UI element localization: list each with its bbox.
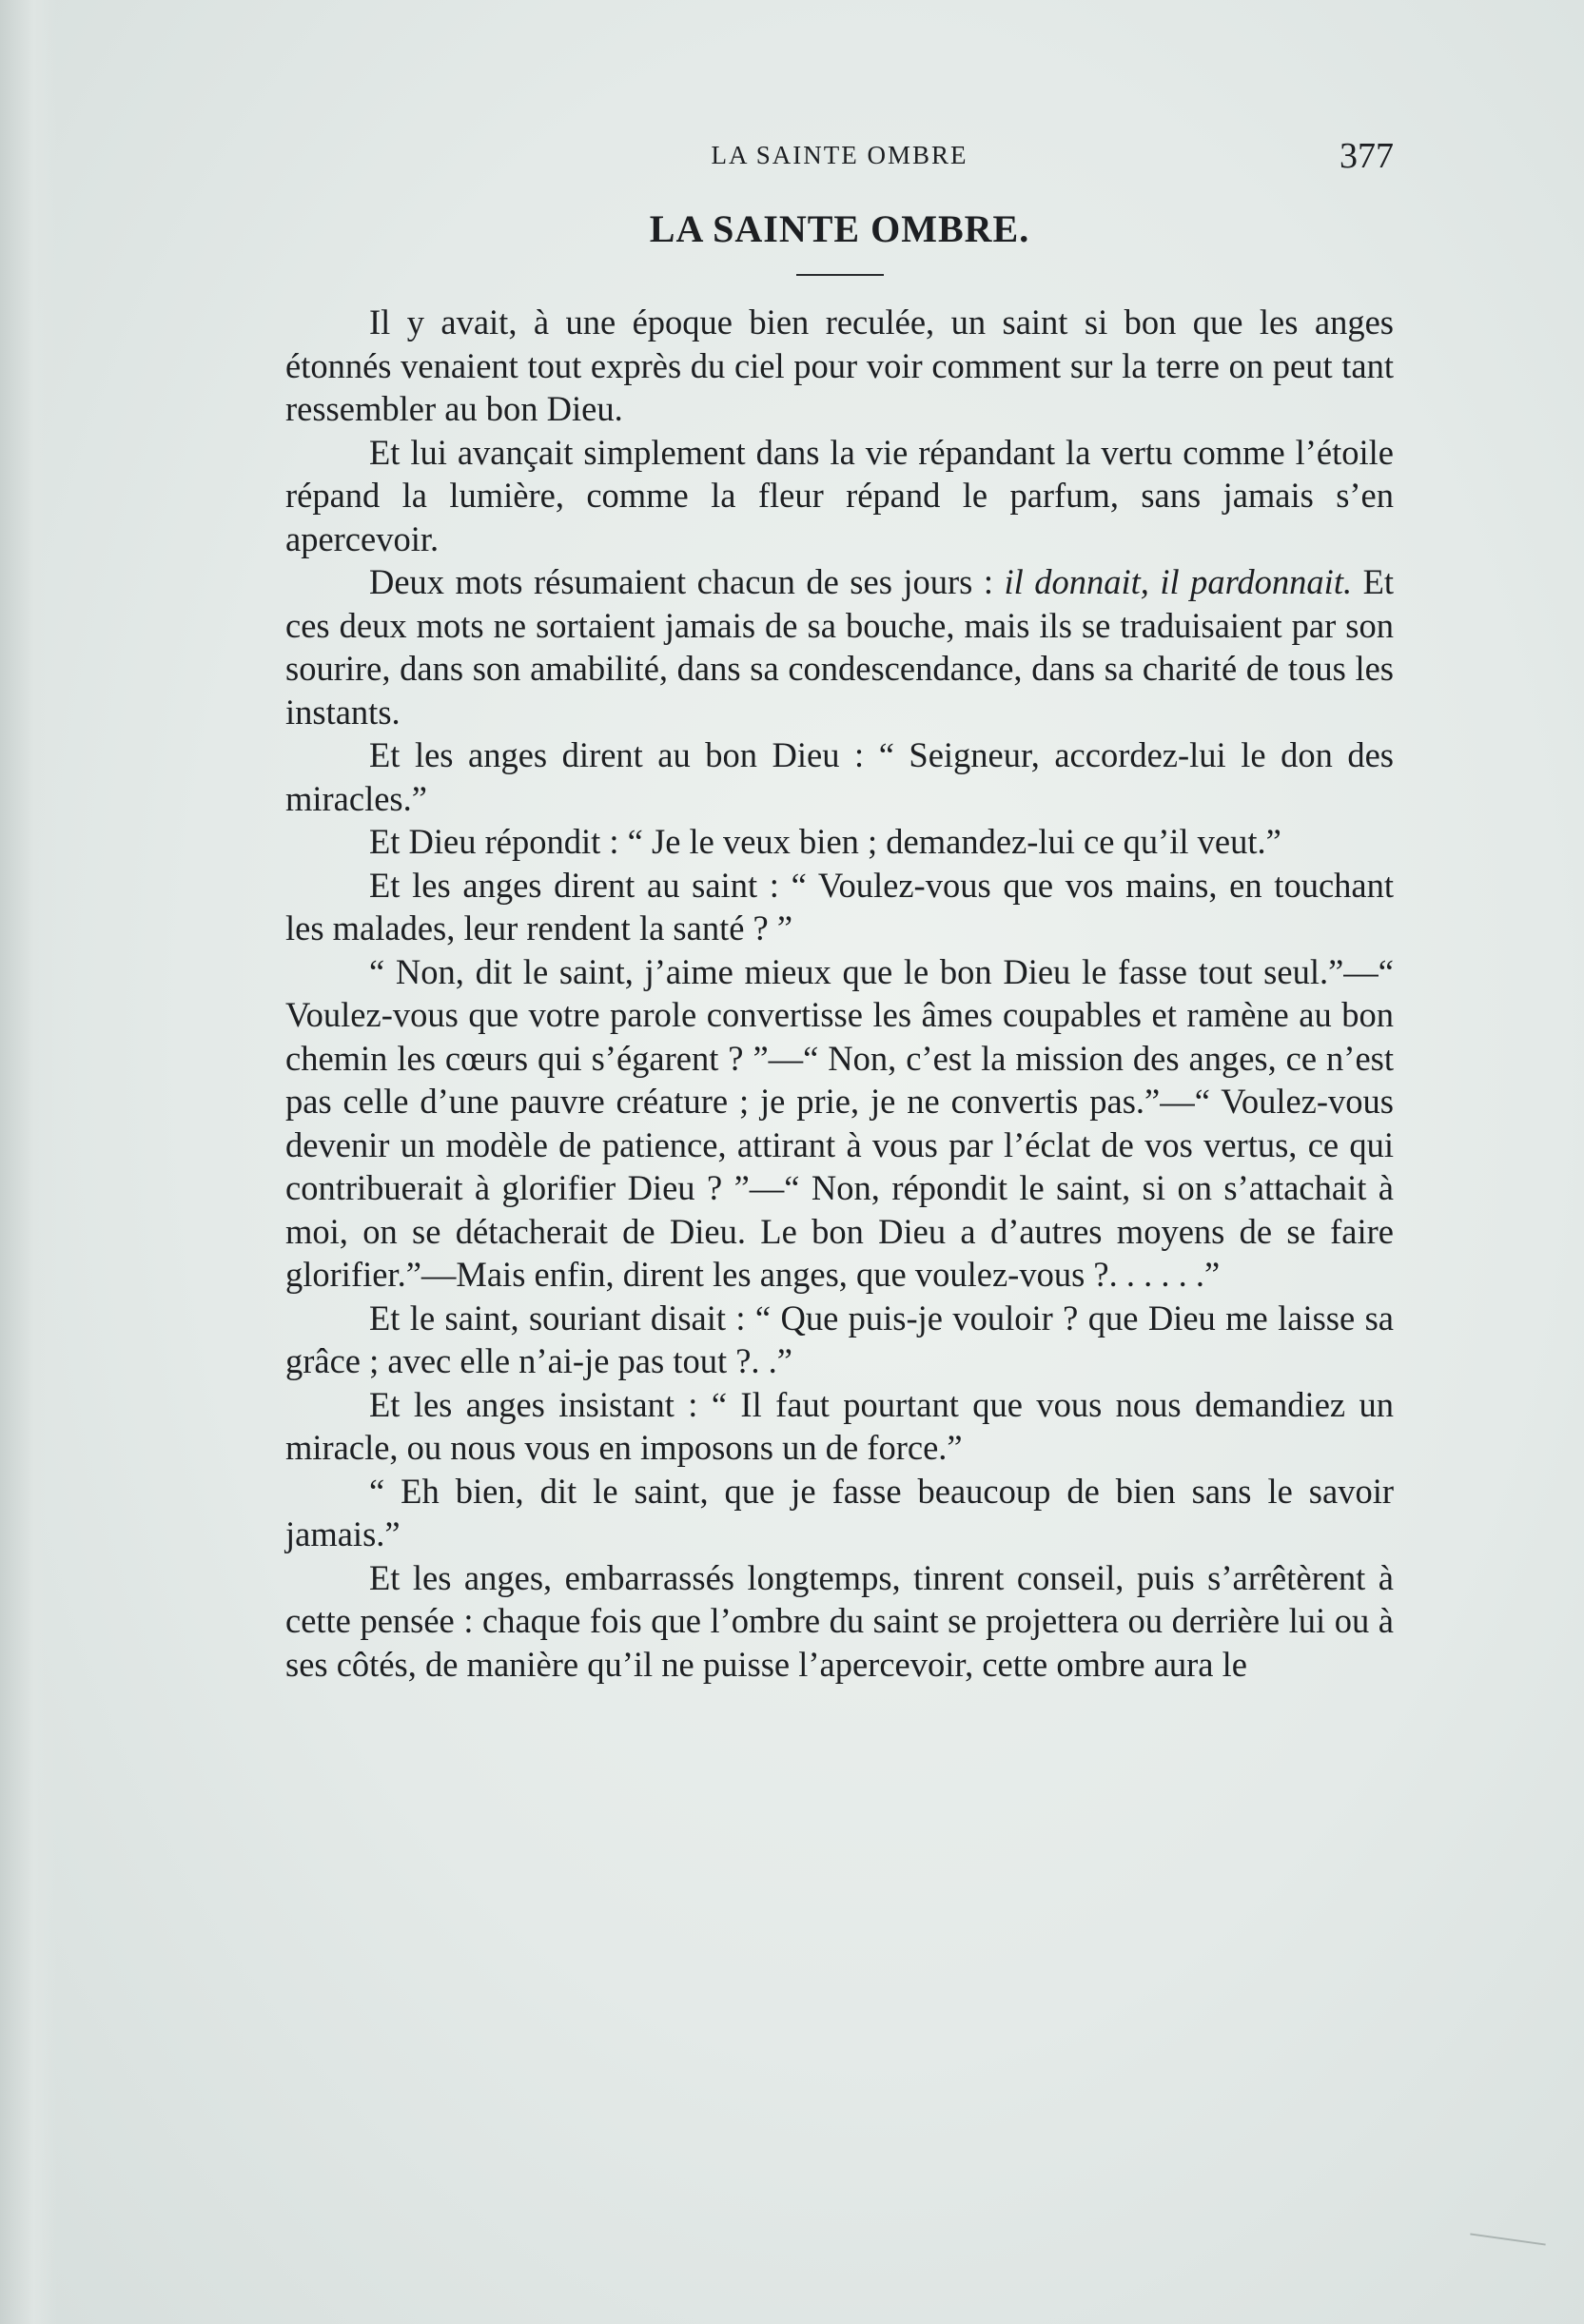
paragraph-text: Deux mots résumaient chacun de ses jours : xyxy=(369,562,1005,601)
running-header xyxy=(285,136,1394,188)
paragraph-text: Et les anges, embarrassés longtemps, tinrent conseil, puis s’arrêtèrent à cette pensée : chaque fois que l’ombre du saint se projettera ou derrière lui ou à ses côtés, de manière qu’il ne puisse l’apercevoir, cette ombre aura le xyxy=(285,1557,1394,1684)
paragraph-10 xyxy=(285,1470,1394,1556)
article-body xyxy=(285,205,1394,1686)
paragraph-text: Et le saint, souriant disait : “ Que puis-je vouloir ? que Dieu me laisse sa grâce ; avec elle n’ai-je pas tout ?. .” xyxy=(285,1298,1394,1380)
paragraph-text: Et les anges dirent au bon Dieu : “ Seigneur, accordez-lui le don des miracles.” xyxy=(285,735,1394,818)
paragraph-text: “ Non, dit le saint, j’aime mieux que le bon Dieu le fasse tout seul.”—“ Voulez-vous que votre parole convertisse les âmes coupables et ramène au bon chemin les cœurs qui s’égarent ? ”—“ Non, c’est la mission des anges, ce n’est pas celle d’une pauvre créature ; je prie, je ne convertis pas.”—“ Voulez-vous devenir un modèle de patience, attirant à vous par l’éclat de vos vertus, ce qui contribuerait à glorifier Dieu ? ”—“ Non, répondit le saint, si on s’attachait à moi, on se détacherait de Dieu. Le bon Dieu a d’autres moyens de se faire glorifier.”—Mais enfin, dirent les anges, que voulez-vous ?. . . . . .” xyxy=(285,951,1394,1294)
page-gutter-shadow xyxy=(0,0,57,2324)
paragraph-3 xyxy=(285,560,1394,733)
title-divider xyxy=(796,274,884,276)
paragraph-2 xyxy=(285,431,1394,561)
paragraph-8 xyxy=(285,1297,1394,1383)
paragraph-4 xyxy=(285,733,1394,820)
paragraph-text: Et ces deux mots ne sortaient jamais de sa bouche, mais ils se traduisaient par son sourire, dans son amabilité, dans sa condescendance, dans sa charité de tous les instants. xyxy=(285,562,1395,732)
paragraph-text: “ Eh bien, dit le saint, que je fasse beaucoup de bien sans le savoir jamais.” xyxy=(285,1471,1394,1553)
running-title: LA SAINTE OMBRE xyxy=(711,141,968,169)
paragraph-text: Il y avait, à une époque bien reculée, un saint si bon que les anges étonnés venaient tout exprès du ciel pour voir comment sur la terre on peut tant ressembler au bon Dieu. xyxy=(285,303,1394,428)
paragraph-1 xyxy=(285,301,1394,431)
chapter-title: LA SAINTE OMBRE. xyxy=(649,207,1030,250)
page-number: 377 xyxy=(1340,136,1394,176)
italic-phrase: il donnait, il pardonnait. xyxy=(1004,562,1353,601)
paper-crease xyxy=(1470,2233,1545,2245)
paragraph-text: Et les anges dirent au saint : “ Voulez-vous que vos mains, en touchant les malades, leur rendent la santé ? ” xyxy=(285,865,1394,947)
paragraph-text: Et les anges insistant : “ Il faut pourtant que vous nous demandiez un miracle, ou nous vous en imposons un de force.” xyxy=(285,1384,1394,1467)
paragraph-9 xyxy=(285,1383,1394,1470)
paragraph-11 xyxy=(285,1556,1394,1687)
paragraph-text: Et lui avançait simplement dans la vie répandant la vertu comme l’étoile répand la lumière, comme la fleur répand le parfum, sans jamais s’en apercevoir. xyxy=(285,432,1394,558)
paragraph-5 xyxy=(285,820,1394,864)
paragraph-6 xyxy=(285,864,1394,950)
paragraph-7 xyxy=(285,950,1394,1297)
paragraph-text: Et Dieu répondit : “ Je le veux bien ; demandez-lui ce qu’il veut.” xyxy=(369,822,1281,861)
